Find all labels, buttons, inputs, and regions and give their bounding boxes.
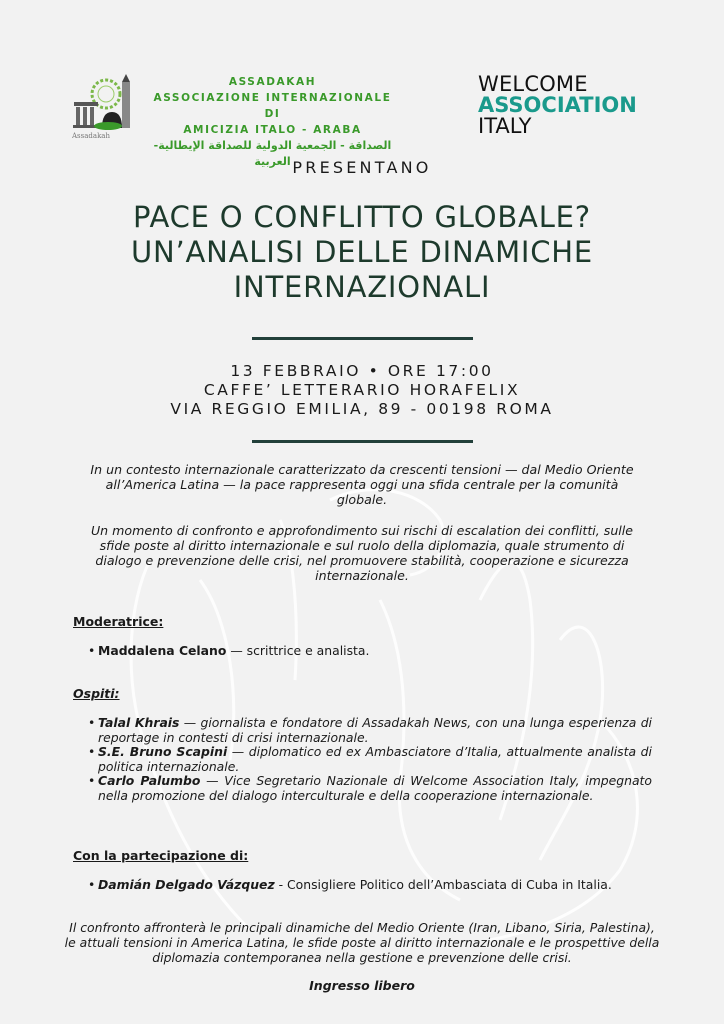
assadakah-association-name <box>145 74 400 170</box>
divider-bottom <box>252 440 473 443</box>
list-item <box>88 644 652 659</box>
speaker-name: Maddalena Celano <box>98 643 227 658</box>
speaker-role: — giornalista e fondatore di Assadakah News, con una lunga esperienza di reportage in contesti di crisi internazionale. <box>98 715 652 745</box>
event-title <box>0 200 724 305</box>
event-title-line: UN’ANALISI DELLE DINAMICHE <box>130 235 594 269</box>
closing-paragraph: Il confronto affronterà le principali dinamiche del Medio Oriente (Iran, Libano, Siria, Palestina), le attuali tensioni in America Latina, le sfide poste al diritto internazionale e le prospettive della diplomazia contemporanea nella gestione e prevenzione delle crisi. <box>64 920 660 965</box>
partecipazione-heading: Con la partecipazione di: <box>73 848 249 863</box>
assadakah-name-line: ASSADAKAH <box>228 76 317 88</box>
assadakah-logo-icon <box>72 72 142 142</box>
speaker-role: - Consigliere Politico dell’Ambasciata di Cuba in Italia. <box>274 877 612 892</box>
speaker-name: Damián Delgado Vázquez <box>98 877 275 892</box>
event-venue: CAFFE’ LETTERARIO HORAFELIX <box>203 381 521 399</box>
assadakah-name-line: ASSOCIAZIONE INTERNAZIONALE DI <box>153 92 392 120</box>
list-item <box>88 774 652 803</box>
list-item <box>88 716 652 745</box>
speaker-role: — diplomatico ed ex Ambasciatore d’Italia, attualmente analista di politica internazionale. <box>98 744 652 774</box>
speaker-name: Talal Khrais <box>98 715 180 730</box>
speaker-role: — Vice Segretario Nazionale di Welcome Association Italy, impegnato nella promozione del dialogo interculturale e della cooperazione internazionale. <box>98 773 652 803</box>
welcome-logo-line: ITALY <box>478 114 532 138</box>
free-entry-note: Ingresso libero <box>309 978 415 993</box>
ospiti-heading: Ospiti: <box>73 686 120 701</box>
welcome-logo-line-accent: ASSOCIATION <box>478 93 637 117</box>
ospiti-list <box>88 716 652 803</box>
welcome-logo-line: WELCOME <box>478 72 588 96</box>
divider-top <box>252 337 473 340</box>
event-title-line: INTERNAZIONALI <box>233 270 491 304</box>
assadakah-logo-caption: Assadakah <box>72 132 110 140</box>
partecipazione-list <box>88 878 652 893</box>
assadakah-arabic-name: الصداقة - الجمعية الدولية للصداقة الإيطالية-العربية <box>153 139 392 168</box>
presenter-label: PRESENTANO <box>292 158 432 177</box>
speaker-role: — scrittrice e analista. <box>226 643 370 658</box>
assadakah-name-line: AMICIZIA ITALO - ARABA <box>183 124 362 136</box>
list-item <box>88 878 652 893</box>
event-address: VIA REGGIO EMILIA, 89 - 00198 ROMA <box>170 400 554 418</box>
speaker-name: Carlo Palumbo <box>98 773 201 788</box>
intro-paragraph: Un momento di confronto e approfondimento sui rischi di escalation dei conflitti, sulle sfide poste al diritto internazionale e sul ruolo della diplomazia, quale strumento di dialogo e prevenzione delle crisi, nel promuovere stabilità, cooperazione e sicurezza internazionale. <box>90 523 634 583</box>
event-date-time: 13 FEBBRAIO • ORE 17:00 <box>230 362 494 380</box>
moderatrice-list <box>88 644 652 659</box>
intro-paragraph: In un contesto internazionale caratterizzato da crescenti tensioni — dal Medio Oriente all’America Latina — la pace rappresenta oggi una sfida centrale per la comunità globale. <box>90 462 634 507</box>
moderatrice-heading: Moderatrice: <box>73 614 164 629</box>
event-info <box>0 362 724 419</box>
welcome-association-logo <box>478 74 637 137</box>
event-title-line: PACE O CONFLITTO GLOBALE? <box>133 200 591 234</box>
speaker-name: S.E. Bruno Scapini <box>98 744 228 759</box>
list-item <box>88 745 652 774</box>
